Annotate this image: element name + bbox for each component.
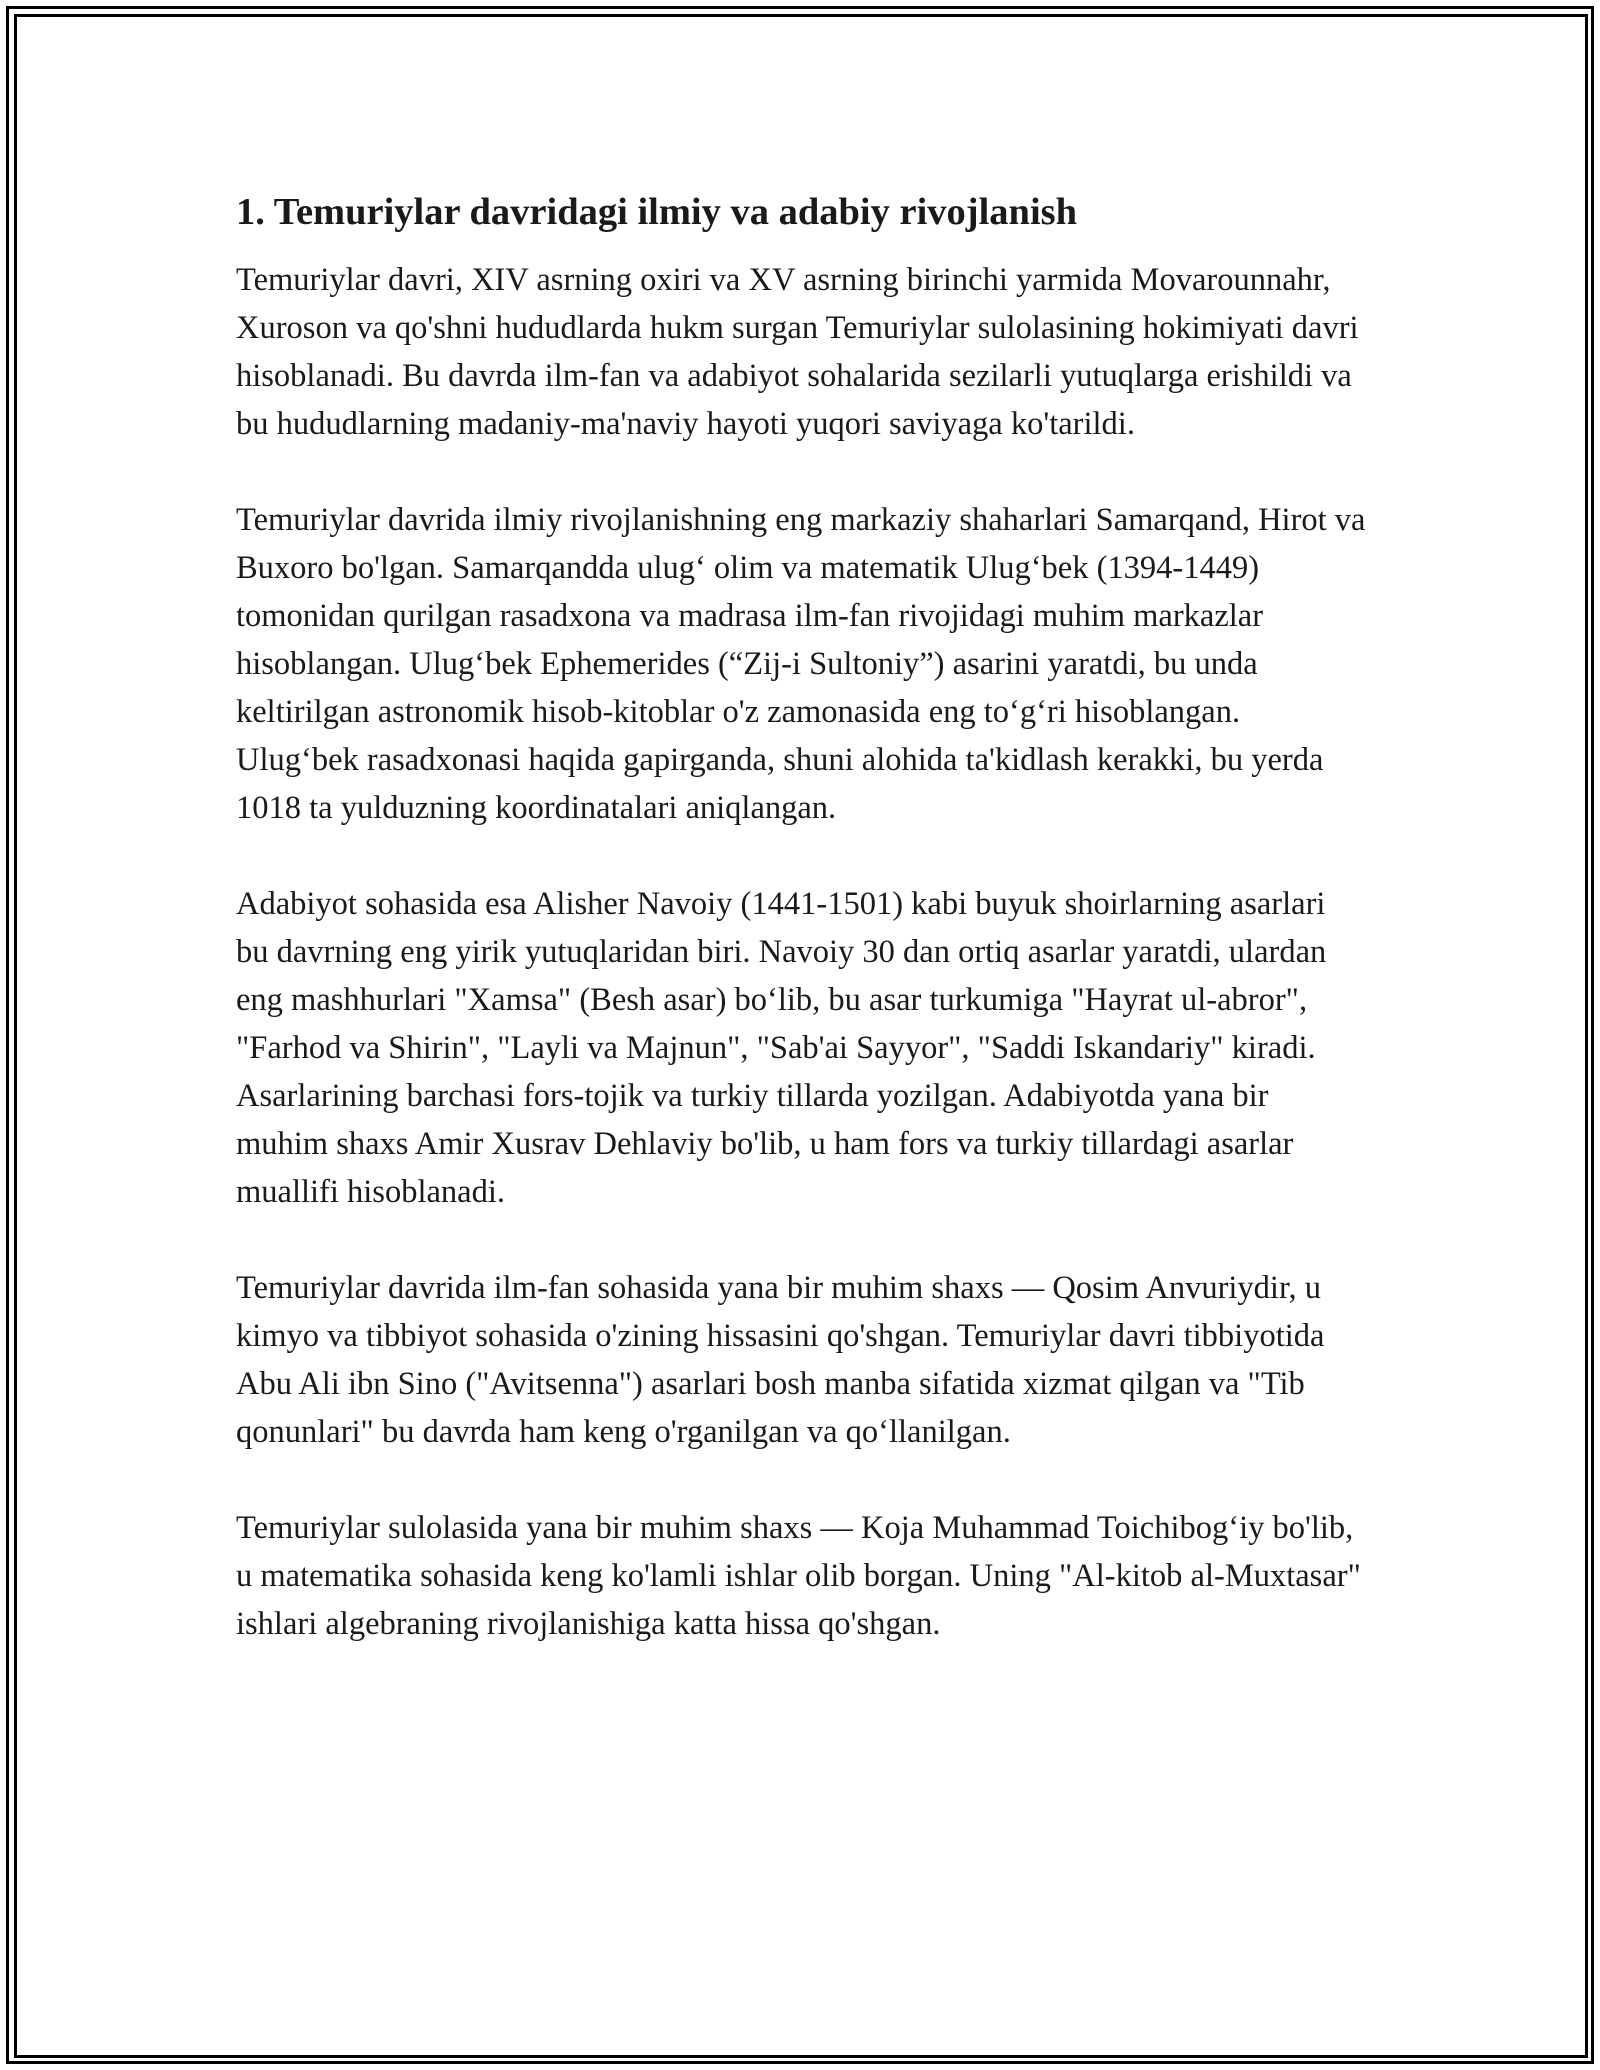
paragraph-science-centers: Temuriylar davrida ilmiy rivojlanishning eng markaziy shaharlari Samarqand, Hirot va Buxoro bo'lgan. Samarqandda ulug‘ olim va matematik Ulug‘bek (1394-1449) tomonidan qurilgan rasadxona va madrasa ilm-fan rivojidagi muhim markazlar hisoblangan. Ulug‘bek Ephemerides (“Zij-i Sultoniy”) asarini yaratdi, bu unda keltirilgan astronomik hisob-kitoblar o'z zamonasida eng to‘g‘ri hisoblangan. Ulug‘bek rasadxonasi haqida gapirganda, shuni alohida ta'kidlash kerakki, bu yerda 1018 ta yulduzning koordinatalari aniqlangan. [236,502,1366,826]
section-title: 1. Temuriylar davridagi ilmiy va adabiy rivojlanish [236,191,1078,233]
paragraph-medicine: Temuriylar davrida ilm-fan sohasida yana bir muhim shaxs — Qosim Anvuriydir, u kimyo va tibbiyot sohasida o'zining hissasini qo'shgan. Temuriylar davri tibbiyotida Abu Ali ibn Sino ("Avitsenna") asarlari bosh manba sifatida xizmat qilgan va "Tib qonunlari" bu davrda ham keng o'rganilgan va qo‘llanilgan. [236,1270,1325,1450]
paragraph-intro: Temuriylar davri, XIV asrning oxiri va XV asrning birinchi yarmida Movarounnahr, Xuroson va qo'shni hududlarda hukm surgan Temuriylar sulolasining hokimiyati davri hisoblanadi. Bu davrda ilm-fan va adabiyot sohalarida sezilarli yutuqlarga erishildi va bu hududlarning madaniy-ma'naviy hayoti yuqori saviyaga ko'tarildi. [236,262,1359,442]
paragraph-mathematics: Temuriylar sulolasida yana bir muhim shaxs — Koja Muhammad Toichibog‘iy bo'lib, u matematika sohasida keng ko'lamli ishlar olib borgan. Uning "Al-kitob al-Muxtasar" ishlari algebraning rivojlanishiga katta hissa qo'shgan. [236,1510,1361,1642]
document-body [236,186,1366,1696]
paragraph-literature: Adabiyot sohasida esa Alisher Navoiy (1441-1501) kabi buyuk shoirlarning asarlari bu davrning eng yirik yutuqlaridan biri. Navoiy 30 dan ortiq asarlar yaratdi, ulardan eng mashhurlari "Xamsa" (Besh asar) bo‘lib, bu asar turkumiga "Hayrat ul-abror", "Farhod va Shirin", "Layli va Majnun", "Sab'ai Sayyor", "Saddi Iskandariy" kiradi. Asarlarining barchasi fors-tojik va turkiy tillarda yozilgan. Adabiyotda yana bir muhim shaxs Amir Xusrav Dehlaviy bo'lib, u ham fors va turkiy tillardagi asarlar muallifi hisoblanadi. [236,886,1327,1210]
